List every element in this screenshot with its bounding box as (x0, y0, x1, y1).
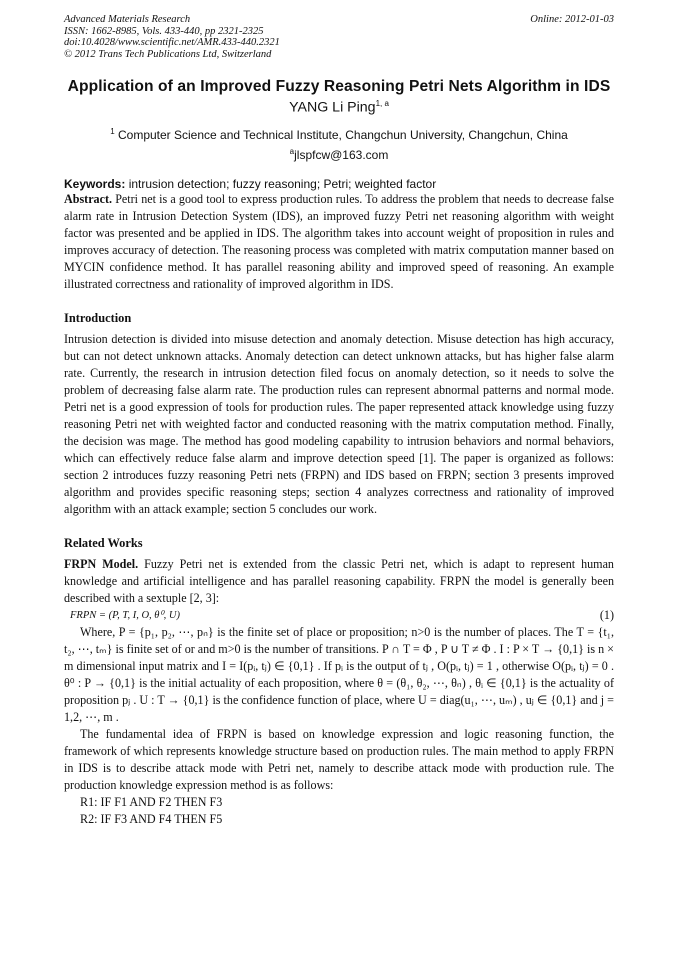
section-heading-introduction: Introduction (64, 311, 132, 326)
journal-header (64, 14, 614, 60)
section-heading-related-works: Related Works (64, 536, 143, 551)
email-sup: a (289, 147, 295, 157)
email-text: jlspfcw@163.com (294, 148, 389, 163)
author-email (64, 147, 614, 162)
author-sup: 1, a (375, 99, 389, 109)
frpn-idea-paragraph: The fundamental idea of FRPN is based on knowledge expression and logic reasoning function, the framework of which represents knowledge structure based on production rules. The main method to apply FRPN in IDS is to describe attack mode with Petri net, namely to describe attack mode with production rule. The production knowledge expression method is as follows: (64, 727, 614, 793)
issn-line: ISSN: 1662-8985, Vols. 433-440, pp 2321-2325 (64, 25, 264, 37)
abstract-text: Petri net is a good tool to express production rules. To address the problem that needs to decrease false alarm rate in Intrusion Detection System (IDS), an improved fuzzy Petri net reasoning algorithm with weight factor was presented and be applied in IDS. The algorithm takes into account weight of proposition in rules and improves accuracy of detection. The reasoning process was completed with matrix computation manner based on MYCIN confidence method. It has parallel reasoning ability and improved speed of reasoning. An example illustrated correctness and rationality of improved algorithm in IDS. (64, 192, 614, 292)
keywords-text: intrusion detection; fuzzy reasoning; Petri; weighted factor (128, 177, 437, 192)
frpn-model-label: FRPN Model. (64, 557, 139, 572)
affiliation (64, 127, 614, 142)
equation-1 (64, 607, 614, 624)
definitions-paragraph: Where, P = {p₁, p₂, ⋯, pₙ} is the finite set of place or proposition; n>0 is the number of places. The T = {t₁, t₂, ⋯, tₘ} is finite set of or and m>0 is the number of transitions. P ∩ T = Φ , P ∪ T ≠ Φ . I : P × T → {0,1} is n × m dimensional input matrix and I = I(pᵢ, tⱼ) ∈ {0,1} . If pᵢ is the output of tⱼ , O(pᵢ, tⱼ) = 1 , otherwise O(pᵢ, tⱼ) = 0 . θ⁰ : P → {0,1} is the initial actuality of each proposition, where θ = (θ₁, θ₂, ⋯, θₙ) , θᵢ ∈ {0,1} is the actuality of proposition pⱼ . U : T → {0,1} is the confidence function of place, where U = diag(u₁, ⋯, uₘ) , uⱼ ∈ {0,1} and j = 1,2, ⋯, m . (64, 625, 614, 725)
frpn-model-paragraph (64, 556, 614, 607)
paper-title: Application of an Improved Fuzzy Reasoning Petri Nets Algorithm in IDS (67, 78, 611, 96)
frpn-model-text: Fuzzy Petri net is extended from the classic Petri net, which is adapt to represent human knowledge and artificial intelligence and has parallel reasoning capability. FRPN the model is generally been described with a sextuple [2, 3]: (64, 557, 614, 606)
abstract (64, 191, 614, 293)
equation-1-number: (1) (599, 608, 614, 623)
rule-r1: R1: IF F1 AND F2 THEN F3 (80, 795, 223, 810)
affiliation-sup: 1 (110, 127, 115, 137)
online-date: Online: 2012-01-03 (530, 14, 614, 25)
author-line (64, 99, 614, 116)
keywords (64, 177, 614, 191)
keywords-label: Keywords: (64, 177, 126, 192)
introduction-paragraph: Intrusion detection is divided into misuse detection and anomaly detection. Misuse detection has high accuracy, but can not detect unknown attacks. Anomaly detection can detect unknown attacks, but has higher false alarm rate. Currently, the research in intrusion detection filed focus on anomaly detection, so it needs to solve the problem of decreasing false alarm rate. The production rules can represent abnormal patterns and normal mode. Petri net is a good expression of tools for production rules. The paper represented attack knowledge using fuzzy reasoning Petri net with weighted factor and conducted reasoning with the matrix computation method. Finally, the decision was mage. The method has good modeling capability to intrusion behaviors and normal behaviors, which can effectively reduce false alarm and improve detection speed [1]. The paper is organized as follows: section 2 introduces fuzzy reasoning Petri nets (FRPN) and IDS based on FRPN; section 3 presents improved algorithm and provides specific reasoning steps; section 4 analyzes correctness and rationality of improved algorithm with an attack example; section 5 concludes our work. (64, 332, 614, 517)
copyright-line: © 2012 Trans Tech Publications Ltd, Switzerland (64, 48, 272, 60)
abstract-label: Abstract. (64, 192, 113, 207)
doi-line: doi:10.4028/www.scientific.net/AMR.433-440.2321 (64, 37, 280, 49)
paper-page (64, 14, 614, 828)
rule-r2: R2: IF F3 AND F4 THEN F5 (80, 812, 223, 827)
journal-name: Advanced Materials Research (64, 14, 191, 25)
equation-1-expression: FRPN = (P, T, I, O, θ⁰, U) (70, 610, 180, 622)
author-name: YANG Li Ping (289, 100, 376, 117)
affiliation-text: Computer Science and Technical Institute, Changchun University, Changchun, China (117, 128, 568, 143)
